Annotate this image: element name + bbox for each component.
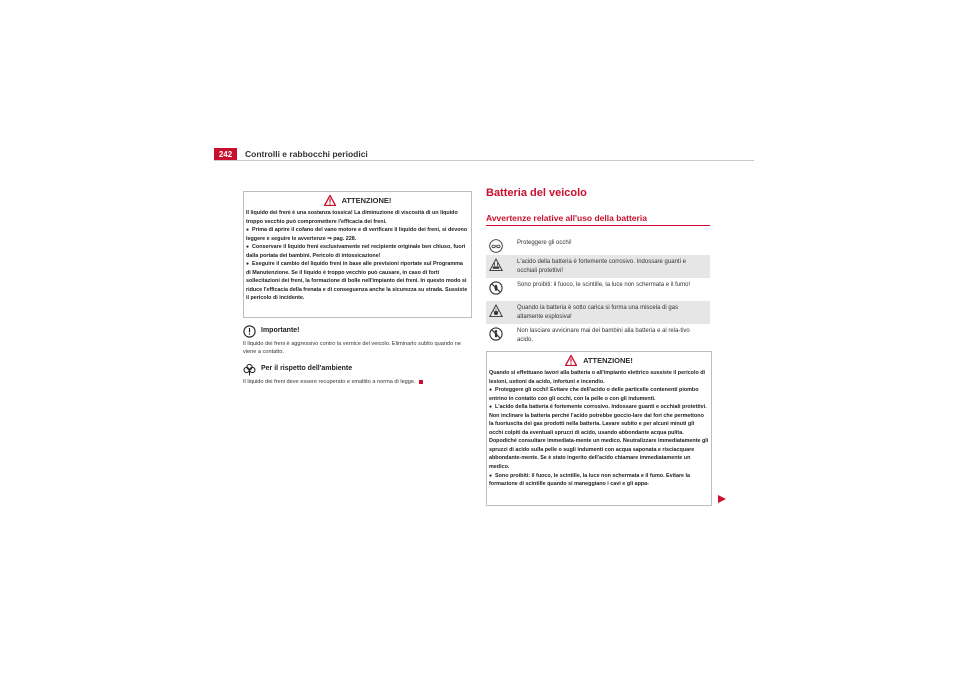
safety-row [486,301,710,324]
safety-row [486,324,710,349]
safety-text: Non lasciare avvicinare mai dei bambini alla batteria e al rela-tivo acido. [517,328,690,343]
important-note [243,325,470,356]
no-fire-icon [489,281,503,295]
environment-title: Per il rispetto dell'ambiente [261,365,353,373]
environment-header [243,363,470,376]
running-header-title: Controlli e rabbocchi periodici [245,149,368,159]
subsection-divider [486,225,710,226]
explosive-hazard-icon [489,304,503,318]
safety-row [486,236,710,255]
battery-safety-list [486,236,710,349]
warning-bullet: ● Proteggere gli occhi! Evitare che dell'acido o delle particelle contenenti piombo entrino in contatto con gli occhi, con la pelle o con gli indumenti. [489,386,709,403]
environment-note [243,363,470,386]
important-title: Importante! [261,327,300,335]
safety-text: Sono proibiti: il fuoco, le scintille, la luce non schermata e il fumo! [517,282,691,288]
important-text: Il liquido dei freni è aggressivo contro la vernice del veicolo. Eliminarlo subito quando ne viene a contatto. [243,341,461,356]
safety-row [486,278,710,301]
warning-header [244,192,471,209]
keep-away-children-icon [489,327,503,341]
header-divider [214,160,754,161]
warning-header [487,352,711,369]
warning-bullet: ● L'acido della batteria è fortemente corrosivo. Indossare guanti e occhiali protettivi. Non inclinare la batteria perché l'acido potrebbe goccio-lare dai fori che permettono la fuoriuscita dei gas prodotti nella batteria. Lavare subito e per alcuni minuti gli occhi colpiti da eventuali spruzzi di acido, usando abbondante acqua pulita. Dopodiché consultare immediata-mente un medico. Neutralizzare immediatamente gli spruzzi di acido sulla pelle o sugli indumenti con acqua saponata e risciacquare abbondante-mente. Se è stato ingerito dell'acido chiamare immediatamente un medico. [489,403,709,471]
safety-text: L'acido della batteria è fortemente corrosivo. Indossare guanti e occhiali protettivi! [517,259,686,274]
warning-title: ATTENZIONE! [341,196,392,205]
continue-arrow-icon [717,494,727,504]
warning-box-brake-fluid [243,191,472,318]
warning-body [487,369,711,489]
environment-text-line [243,378,470,386]
subsection-title: Avvertenze relative all'uso della batteria [486,213,647,223]
page-number: 242 [214,148,237,161]
environment-text: Il liquido dei freni deve essere recuperato e smaltito a norma di legge. [243,379,416,385]
safety-text: Proteggere gli occhi! [517,240,572,246]
warning-triangle-icon [565,355,577,366]
warning-box-battery [486,351,712,506]
warning-bullet: ● Sono proibiti: il fuoco, le scintille, la luce non schermata e il fumo. Evitare la formazione di scintille quando si maneggiano i cavi e gli appa- [489,472,709,489]
environment-tree-icon [243,363,256,376]
section-title: Batteria del veicolo [486,187,587,199]
warning-bullet: ● Prima di aprire il cofano del vano motore e di verificare il liquido dei freni, si devono leggere e seguire le avvertenze ⇒ pag. 228. [246,226,469,243]
warning-paragraph: Quando si effettuano lavori alla batteria o all'impianto elettrico sussiste il pericolo di lesioni, ustioni da acido, infortuni e incendio. [489,370,706,385]
warning-title: ATTENZIONE! [583,356,633,365]
warning-paragraph: Il liquido dei freni è una sostanza tossica! La diminuzione di viscosità di un liquido troppo vecchio può compromettere l'efficacia dei freni. [246,210,458,225]
important-header [243,325,470,338]
safety-row [486,255,710,278]
corrosive-hazard-icon [489,258,503,272]
warning-body [244,209,471,303]
warning-triangle-icon [324,195,336,206]
exclamation-circle-icon [243,325,256,338]
end-mark-icon [419,380,423,384]
safety-text: Quando la batteria è sotto carica si forma una miscela di gas altamente esplosiva! [517,305,679,320]
warning-bullet: ● Conservare il liquido freni esclusivamente nel recipiente originale ben chiuso, fuori dalla portata dei bambini. Pericolo di intossicazione! [246,243,469,260]
eye-protection-icon [489,239,503,253]
warning-bullet: ● Eseguire il cambio del liquido freni in base alle previsioni riportate sul Programma di Manutenzione. Se il liquido è troppo vecchio può causare, in caso di forti sollecitazioni dei freni, la formazione di bolle nell'impianto dei freni. In questo modo si riduce l'efficacia della frenata e di conseguenza anche la sicurezza su strada. Sussiste il pericolo di incidente. [246,260,469,303]
